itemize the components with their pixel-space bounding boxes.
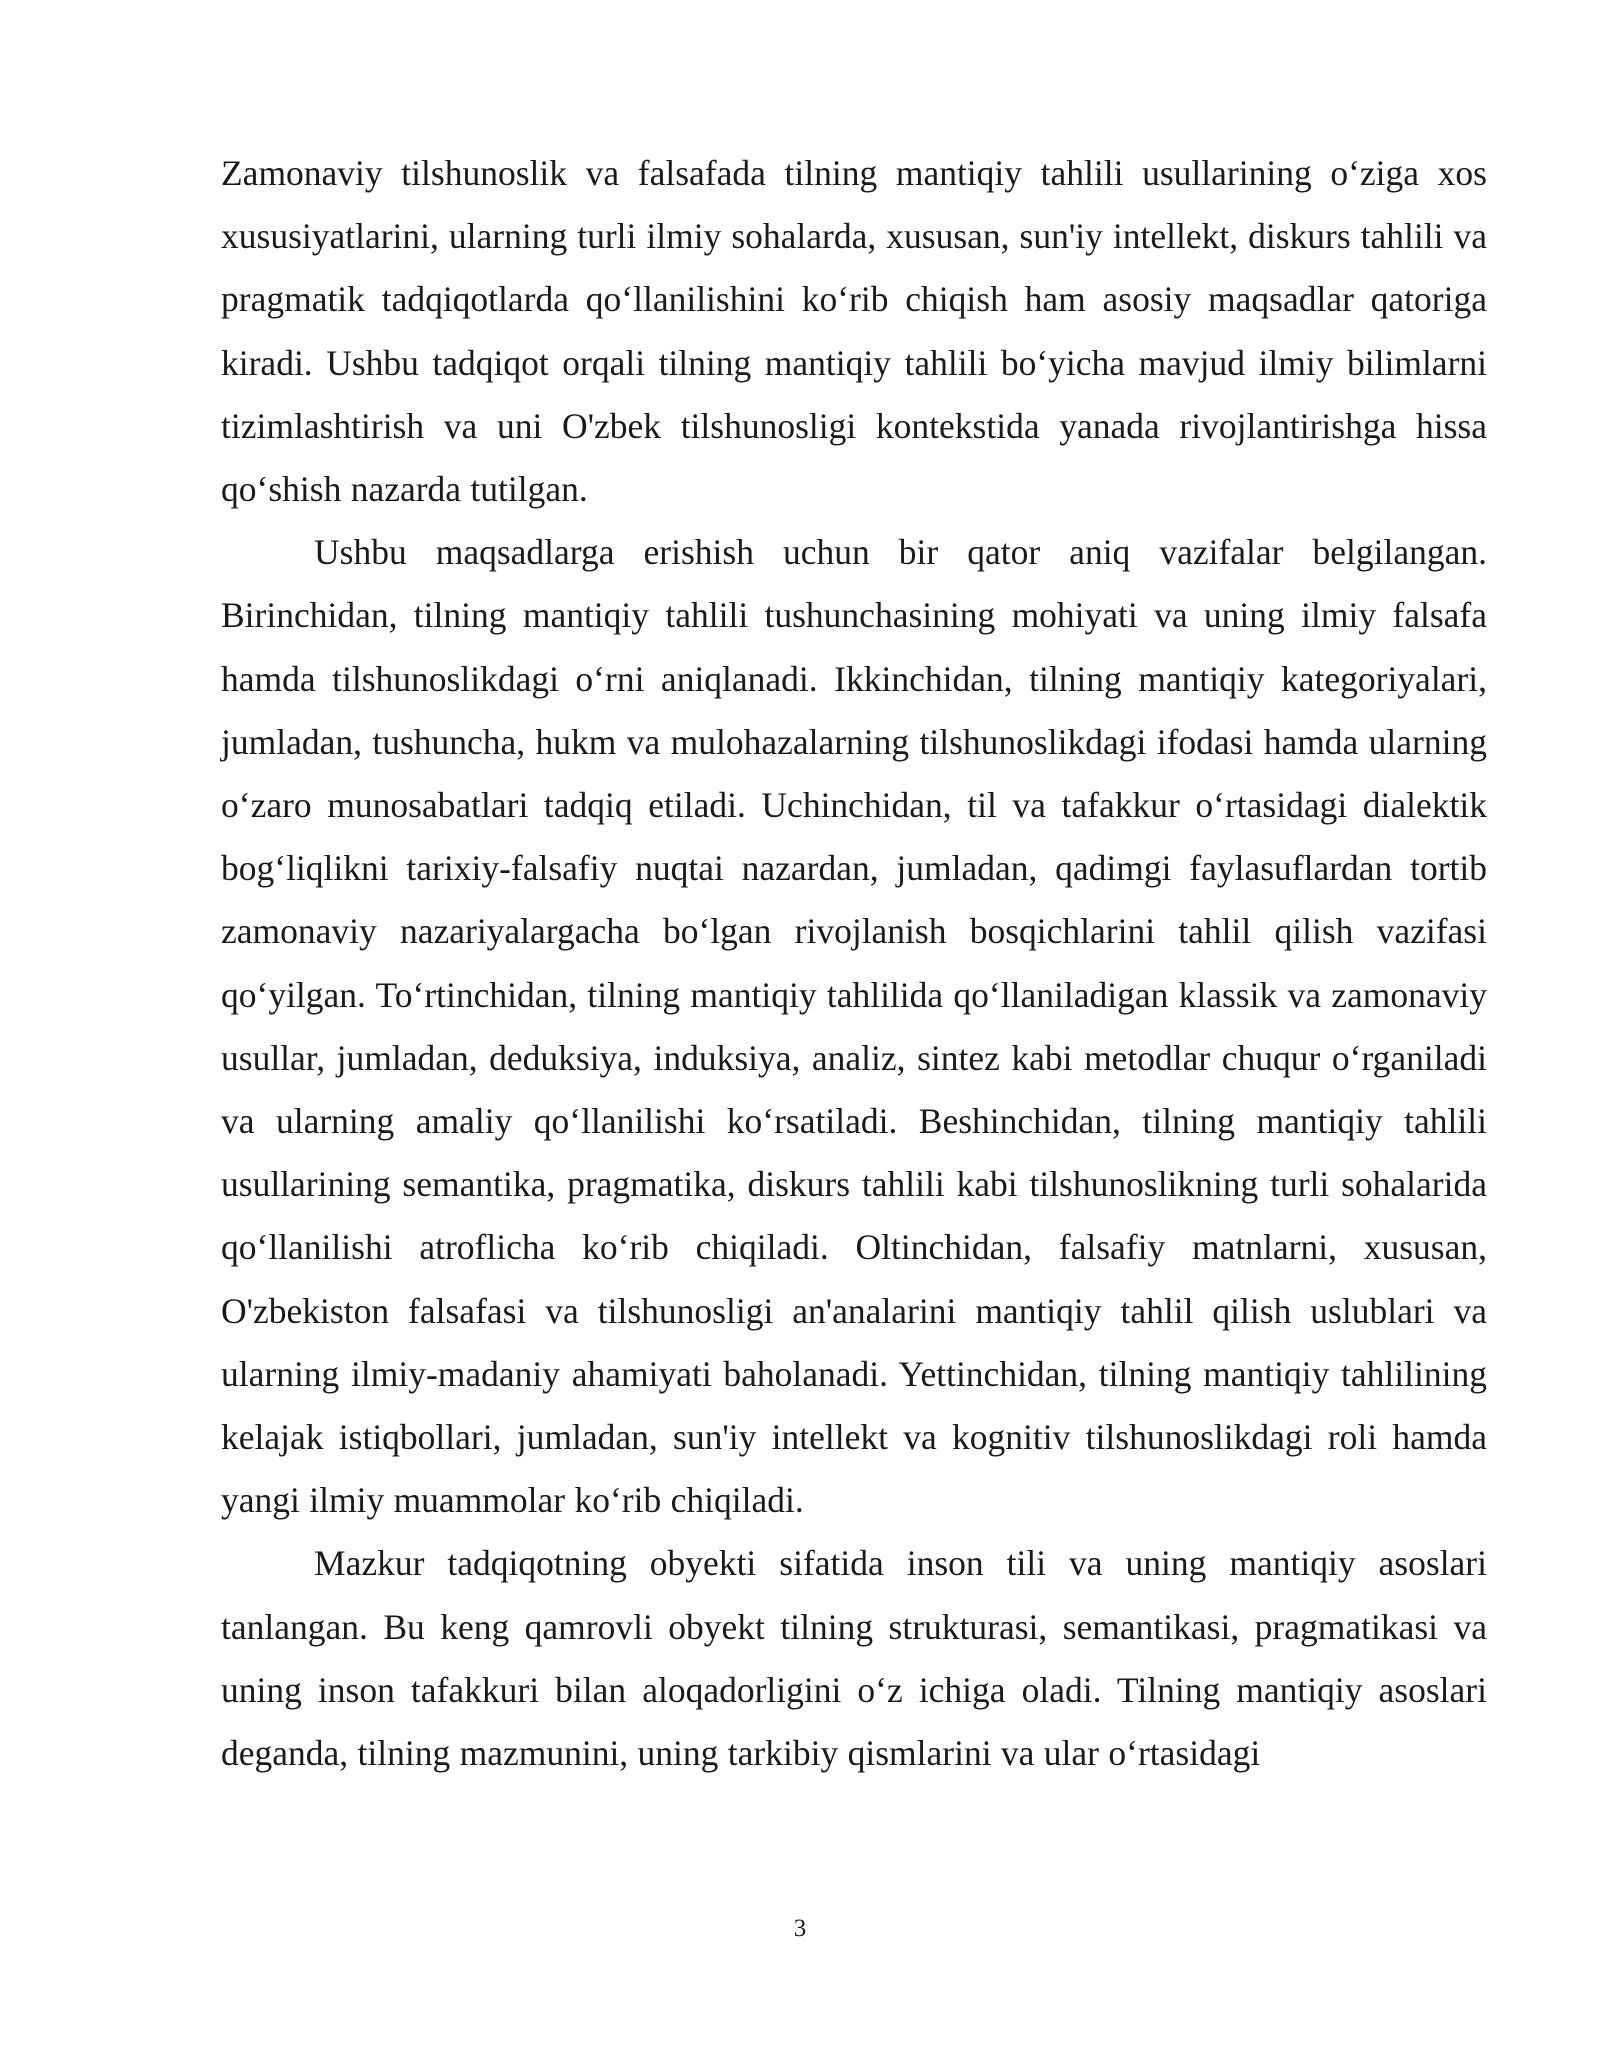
paragraph-1: Zamonaviy tilshunoslik va falsafada tilning mantiqiy tahlili usullarining o‘ziga xos xususiyatlarini, ularning turli ilmiy sohalarda, xususan, sun'iy intellekt, diskurs tahlili va pragmatik tadqiqotlarda qo‘llanilishini ko‘rib chiqish ham asosiy maqsadlar qatoriga kiradi. Ushbu tadqiqot orqali tilning mantiqiy tahlili bo‘yicha mavjud ilmiy bilimlarni tizimlashtirish va uni O'zbek tilshunosligi kontekstida yanada rivojlantirishga hissa qo‘shish nazarda tutilgan. <box>221 153 1487 510</box>
body-text <box>221 142 1487 1785</box>
paragraph-2: Ushbu maqsadlarga erishish uchun bir qator aniq vazifalar belgilangan. Birinchidan, tilning mantiqiy tahlili tushunchasining mohiyati va uning ilmiy falsafa hamda tilshunoslikdagi o‘rni aniqlanadi. Ikkinchidan, tilning mantiqiy kategoriyalari, jumladan, tushuncha, hukm va mulohazalarning tilshunoslikdagi ifodasi hamda ularning o‘zaro munosabatlari tadqiq etiladi. Uchinchidan, til va tafakkur o‘rtasidagi dialektik bog‘liqlikni tarixiy-falsafiy nuqtai nazardan, jumladan, qadimgi faylasuflardan tortib zamonaviy nazariyalargacha bo‘lgan rivojlanish bosqichlarini tahlil qilish vazifasi qo‘yilgan. To‘rtinchidan, tilning mantiqiy tahlilida qo‘llaniladigan klassik va zamonaviy usullar, jumladan, deduksiya, induksiya, analiz, sintez kabi metodlar chuqur o‘rganiladi va ularning amaliy qo‘llanilishi ko‘rsatiladi. Beshinchidan, tilning mantiqiy tahlili usullarining semantika, pragmatika, diskurs tahlili kabi tilshunoslikning turli sohalarida qo‘llanilishi atroflicha ko‘rib chiqiladi. Oltinchidan, falsafiy matnlarni, xususan, O'zbekiston falsafasi va tilshunosligi an'analarini mantiqiy tahlil qilish uslublari va ularning ilmiy-madaniy ahamiyati baholanadi. Yettinchidan, tilning mantiqiy tahlilining kelajak istiqbollari, jumladan, sun'iy intellekt va kognitiv tilshunoslikdagi roli hamda yangi ilmiy muammolar ko‘rib chiqiladi. <box>221 532 1487 1521</box>
paragraph-3: Mazkur tadqiqotning obyekti sifatida inson tili va uning mantiqiy asoslari tanlangan. Bu keng qamrovli obyekt tilning strukturasi, semantikasi, pragmatikasi va uning inson tafakkuri bilan aloqadorligini o‘z ichiga oladi. Tilning mantiqiy asoslari deganda, tilning mazmunini, uning tarkibiy qismlarini va ular o‘rtasidagi <box>221 1543 1487 1774</box>
page-number: 3 <box>793 1915 807 1942</box>
